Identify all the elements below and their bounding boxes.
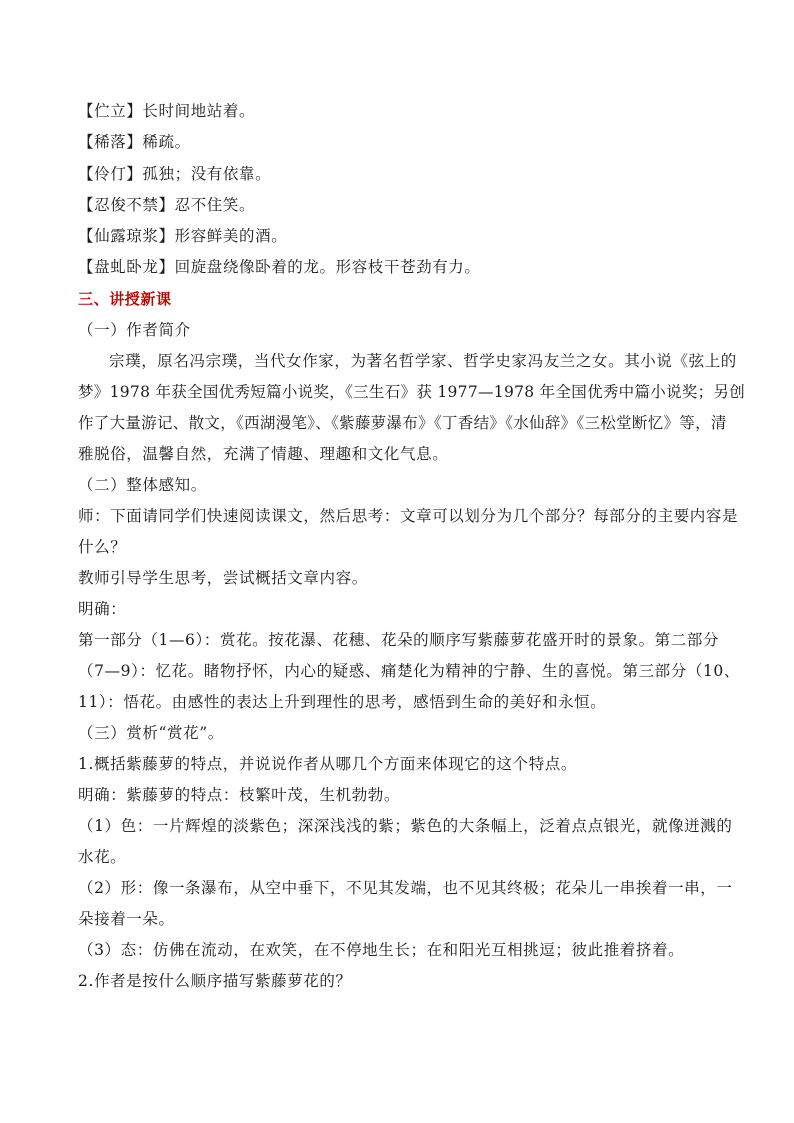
glossary-item [78,221,718,252]
glossary-definition: 稀疏。 [142,133,191,152]
paragraph-line: 明确：紫藤萝的特点：枝繁叶茂，生机勃勃。 [78,785,401,804]
section-heading: 三、讲授新课 [78,289,172,308]
paragraph-line: 梦》1978 年获全国优秀短篇小说奖，《三生石》获 1977—1978 年全国优秀中篇小说奖；另创 [78,382,746,401]
glossary-definition: 长时间地站着。 [142,102,256,120]
paragraph-line: （1）色：一片辉煌的淡紫色；深深浅浅的紫；紫色的大条幅上，泛着点点银光，就像迸溅的 [78,816,733,835]
paragraph-line: （7—9）：忆花。睹物抒怀，内心的疑惑、痛楚化为精神的宁静、生的喜悦。第三部分（10、 [78,661,740,680]
glossary-term: 【伶仃】 [78,164,143,183]
subsection-heading: （一）作者简介 [78,320,191,339]
paragraph-line: 水花。 [78,847,127,866]
paragraph-line: 明确： [78,599,127,618]
paragraph-line: 师：下面请同学们快速阅读课文，然后思考：文章可以划分为几个部分？每部分的主要内容是 [78,506,739,525]
paragraph-line: 雅脱俗，温馨自然，充满了情趣、理趣和文化气息。 [78,444,449,463]
document-body [78,96,746,997]
paragraph-line: 朵接着一朵。 [78,909,175,928]
paragraph-line: 11）：悟花。由感性的表达上升到理性的思考，感悟到生命的美好和永恒。 [78,692,607,711]
question-line: 1.概括紫藤萝的特点，并说说作者从哪几个方面来体现它的这个特点。 [78,754,577,773]
glossary-item [78,96,718,127]
paragraph-line: 什么？ [78,537,127,556]
glossary-term: 【仙露琼浆】 [78,227,175,246]
glossary-definition: 回旋盘绕像卧着的龙。形容枝干苍劲有力。 [174,258,481,277]
glossary-item [78,252,718,283]
subsection-heading: （二）整体感知。 [78,475,207,494]
paragraph-line: （2）形：像一条瀑布，从空中垂下，不见其发端，也不见其终极；花朵儿一串挨着一串，一 [78,878,733,897]
paragraph-line: （3）态：仿佛在流动，在欢笑，在不停地生长；在和阳光互相挑逗；彼此推着挤着。 [78,940,685,959]
glossary-definition: 形容鲜美的酒。 [174,227,288,246]
glossary-term: 【盘虬卧龙】 [78,258,175,277]
glossary-item [78,127,718,158]
paragraph-line: 第一部分（1—6）：赏花。按花瀑、花穗、花朵的顺序写紫藤萝花盛开时的景象。第二部分 [78,630,720,649]
glossary-term: 【忍俊不禁】 [78,195,175,214]
glossary-item [78,190,718,221]
glossary-item [78,159,718,190]
glossary-definition: 忍不住笑。 [174,195,256,214]
glossary-term: 【稀落】 [78,133,143,152]
paragraph-line: 宗璞，原名冯宗璞，当代女作家，为著名哲学家、哲学史家冯友兰之女。其小说《弦上的 [109,351,737,370]
subsection-heading: （三）赏析“赏花”。 [78,723,224,742]
paragraph-line: 教师引导学生思考，尝试概括文章内容。 [78,568,368,587]
paragraph-line: 作了大量游记、散文，《西湖漫笔》、《紫藤萝瀑布》《丁香结》《水仙辞》《三松堂断忆》等，清 [78,413,727,432]
question-line: 2.作者是按什么顺序描写紫藤萝花的？ [78,971,352,990]
glossary-definition: 孤独；没有依靠。 [142,164,272,183]
glossary-term: 【伫立】 [78,102,143,120]
